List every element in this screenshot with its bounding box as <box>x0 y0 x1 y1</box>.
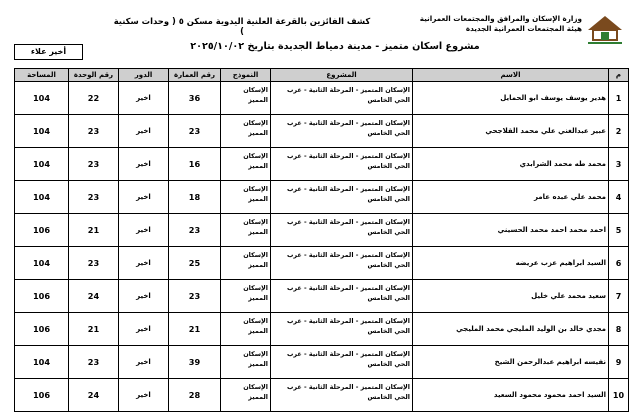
winner-name: عبير عبدالغني علي محمد القلاجحي <box>413 115 609 148</box>
row-index: 2 <box>609 115 629 148</box>
model-type: الإسكان المميز <box>221 346 271 379</box>
project-name: الإسكان المتميز - المرحلة الثانية - غرب الحي الخامس <box>271 148 413 181</box>
floor: اخير <box>119 346 169 379</box>
unit-area: 104 <box>15 82 69 115</box>
ministry-name: وزارة الإسكان والمرافق والمجتمعات العمرانية <box>419 14 582 23</box>
unit-number: 23 <box>69 148 119 181</box>
project-name: الإسكان المتميز - المرحلة الثانية - غرب الحي الخامس <box>271 82 413 115</box>
winner-name: نفيسه ابراهيم عبدالرحمن الشيخ <box>413 346 609 379</box>
floor: اخير <box>119 313 169 346</box>
row-index: 1 <box>609 82 629 115</box>
table-row <box>15 82 629 115</box>
unit-area: 106 <box>15 313 69 346</box>
floor: اخير <box>119 247 169 280</box>
ministry-header <box>372 14 582 34</box>
unit-number: 24 <box>69 280 119 313</box>
model-type: الإسكان المميز <box>221 313 271 346</box>
unit-area: 106 <box>15 379 69 412</box>
floor: اخير <box>119 379 169 412</box>
column-header: رقم الوحدة <box>69 69 119 82</box>
row-index: 5 <box>609 214 629 247</box>
model-type: الإسكان المميز <box>221 82 271 115</box>
unit-number: 24 <box>69 379 119 412</box>
row-index: 10 <box>609 379 629 412</box>
category-badge: أخير علاء <box>14 44 83 60</box>
table-row <box>15 115 629 148</box>
row-index: 3 <box>609 148 629 181</box>
unit-number: 23 <box>69 247 119 280</box>
winners-table <box>14 68 629 412</box>
unit-number: 22 <box>69 82 119 115</box>
winner-name: السيد ابراهيم عزب عريضه <box>413 247 609 280</box>
unit-number: 23 <box>69 346 119 379</box>
table-header-row <box>15 69 629 82</box>
project-name: الإسكان المتميز - المرحلة الثانية - غرب الحي الخامس <box>271 247 413 280</box>
row-index: 6 <box>609 247 629 280</box>
model-type: الإسكان المميز <box>221 379 271 412</box>
unit-area: 104 <box>15 346 69 379</box>
unit-area: 104 <box>15 247 69 280</box>
floor: اخير <box>119 280 169 313</box>
unit-area: 104 <box>15 181 69 214</box>
winner-name: مجدي خالد بن الوليد المليجي محمد المليجي <box>413 313 609 346</box>
winner-name: احمد محمد احمد محمد الحسيني <box>413 214 609 247</box>
column-header: الدور <box>119 69 169 82</box>
table-row <box>15 181 629 214</box>
project-name: الإسكان المتميز - المرحلة الثانية - غرب الحي الخامس <box>271 115 413 148</box>
winner-name: السيد احمد محمود محمود السعيد <box>413 379 609 412</box>
table-row <box>15 346 629 379</box>
building-number: 25 <box>169 247 221 280</box>
floor: اخير <box>119 181 169 214</box>
row-index: 8 <box>609 313 629 346</box>
unit-area: 104 <box>15 148 69 181</box>
building-number: 39 <box>169 346 221 379</box>
building-number: 36 <box>169 82 221 115</box>
unit-number: 23 <box>69 115 119 148</box>
table-body <box>15 82 629 412</box>
winner-name: هدير يوسف يوسف ابو الحمايل <box>413 82 609 115</box>
floor: اخير <box>119 148 169 181</box>
table-row <box>15 214 629 247</box>
winner-name: محمد طه محمد الشرابدي <box>413 148 609 181</box>
table-row <box>15 280 629 313</box>
project-name: الإسكان المتميز - المرحلة الثانية - غرب الحي الخامس <box>271 313 413 346</box>
building-number: 28 <box>169 379 221 412</box>
row-index: 9 <box>609 346 629 379</box>
ncua-logo <box>584 12 626 46</box>
column-header: الاسم <box>413 69 609 82</box>
floor: اخير <box>119 82 169 115</box>
building-number: 16 <box>169 148 221 181</box>
model-type: الإسكان المميز <box>221 247 271 280</box>
building-number: 23 <box>169 280 221 313</box>
floor: اخير <box>119 115 169 148</box>
project-name: الإسكان المتميز - المرحلة الثانية - غرب الحي الخامس <box>271 214 413 247</box>
column-header: النموذج <box>221 69 271 82</box>
project-name: الإسكان المتميز - المرحلة الثانية - غرب الحي الخامس <box>271 379 413 412</box>
unit-number: 21 <box>69 313 119 346</box>
table-row <box>15 313 629 346</box>
document-title: كشف الفائزين بالقرعة العلنية اليدوية مسكن ٥ ( وحدات سكنية ) <box>113 16 371 36</box>
unit-area: 106 <box>15 214 69 247</box>
building-number: 21 <box>169 313 221 346</box>
model-type: الإسكان المميز <box>221 214 271 247</box>
column-header: المساحة <box>15 69 69 82</box>
unit-area: 106 <box>15 280 69 313</box>
project-name: الإسكان المتميز - المرحلة الثانية - غرب الحي الخامس <box>271 181 413 214</box>
project-title: مشروع اسكان متميز - مدينة دمياط الجديدة بتاريخ ٢٠٢٥/١٠/٠٢ <box>190 41 480 52</box>
building-number: 18 <box>169 181 221 214</box>
building-number: 23 <box>169 214 221 247</box>
floor: اخير <box>119 214 169 247</box>
project-name: الإسكان المتميز - المرحلة الثانية - غرب الحي الخامس <box>271 346 413 379</box>
row-index: 4 <box>609 181 629 214</box>
table-row <box>15 379 629 412</box>
model-type: الإسكان المميز <box>221 148 271 181</box>
model-type: الإسكان المميز <box>221 115 271 148</box>
building-number: 23 <box>169 115 221 148</box>
unit-number: 23 <box>69 181 119 214</box>
row-index: 7 <box>609 280 629 313</box>
column-header: رقم العمارة <box>169 69 221 82</box>
winner-name: سعيد محمد علي خليل <box>413 280 609 313</box>
column-header: م <box>609 69 629 82</box>
model-type: الإسكان المميز <box>221 181 271 214</box>
unit-area: 104 <box>15 115 69 148</box>
model-type: الإسكان المميز <box>221 280 271 313</box>
authority-name: هيئة المجتمعات العمرانية الجديدة <box>465 24 582 33</box>
table-row <box>15 247 629 280</box>
column-header: المشروع <box>271 69 413 82</box>
winner-name: محمد علي عبده عامر <box>413 181 609 214</box>
unit-number: 21 <box>69 214 119 247</box>
project-name: الإسكان المتميز - المرحلة الثانية - غرب الحي الخامس <box>271 280 413 313</box>
table-row <box>15 148 629 181</box>
